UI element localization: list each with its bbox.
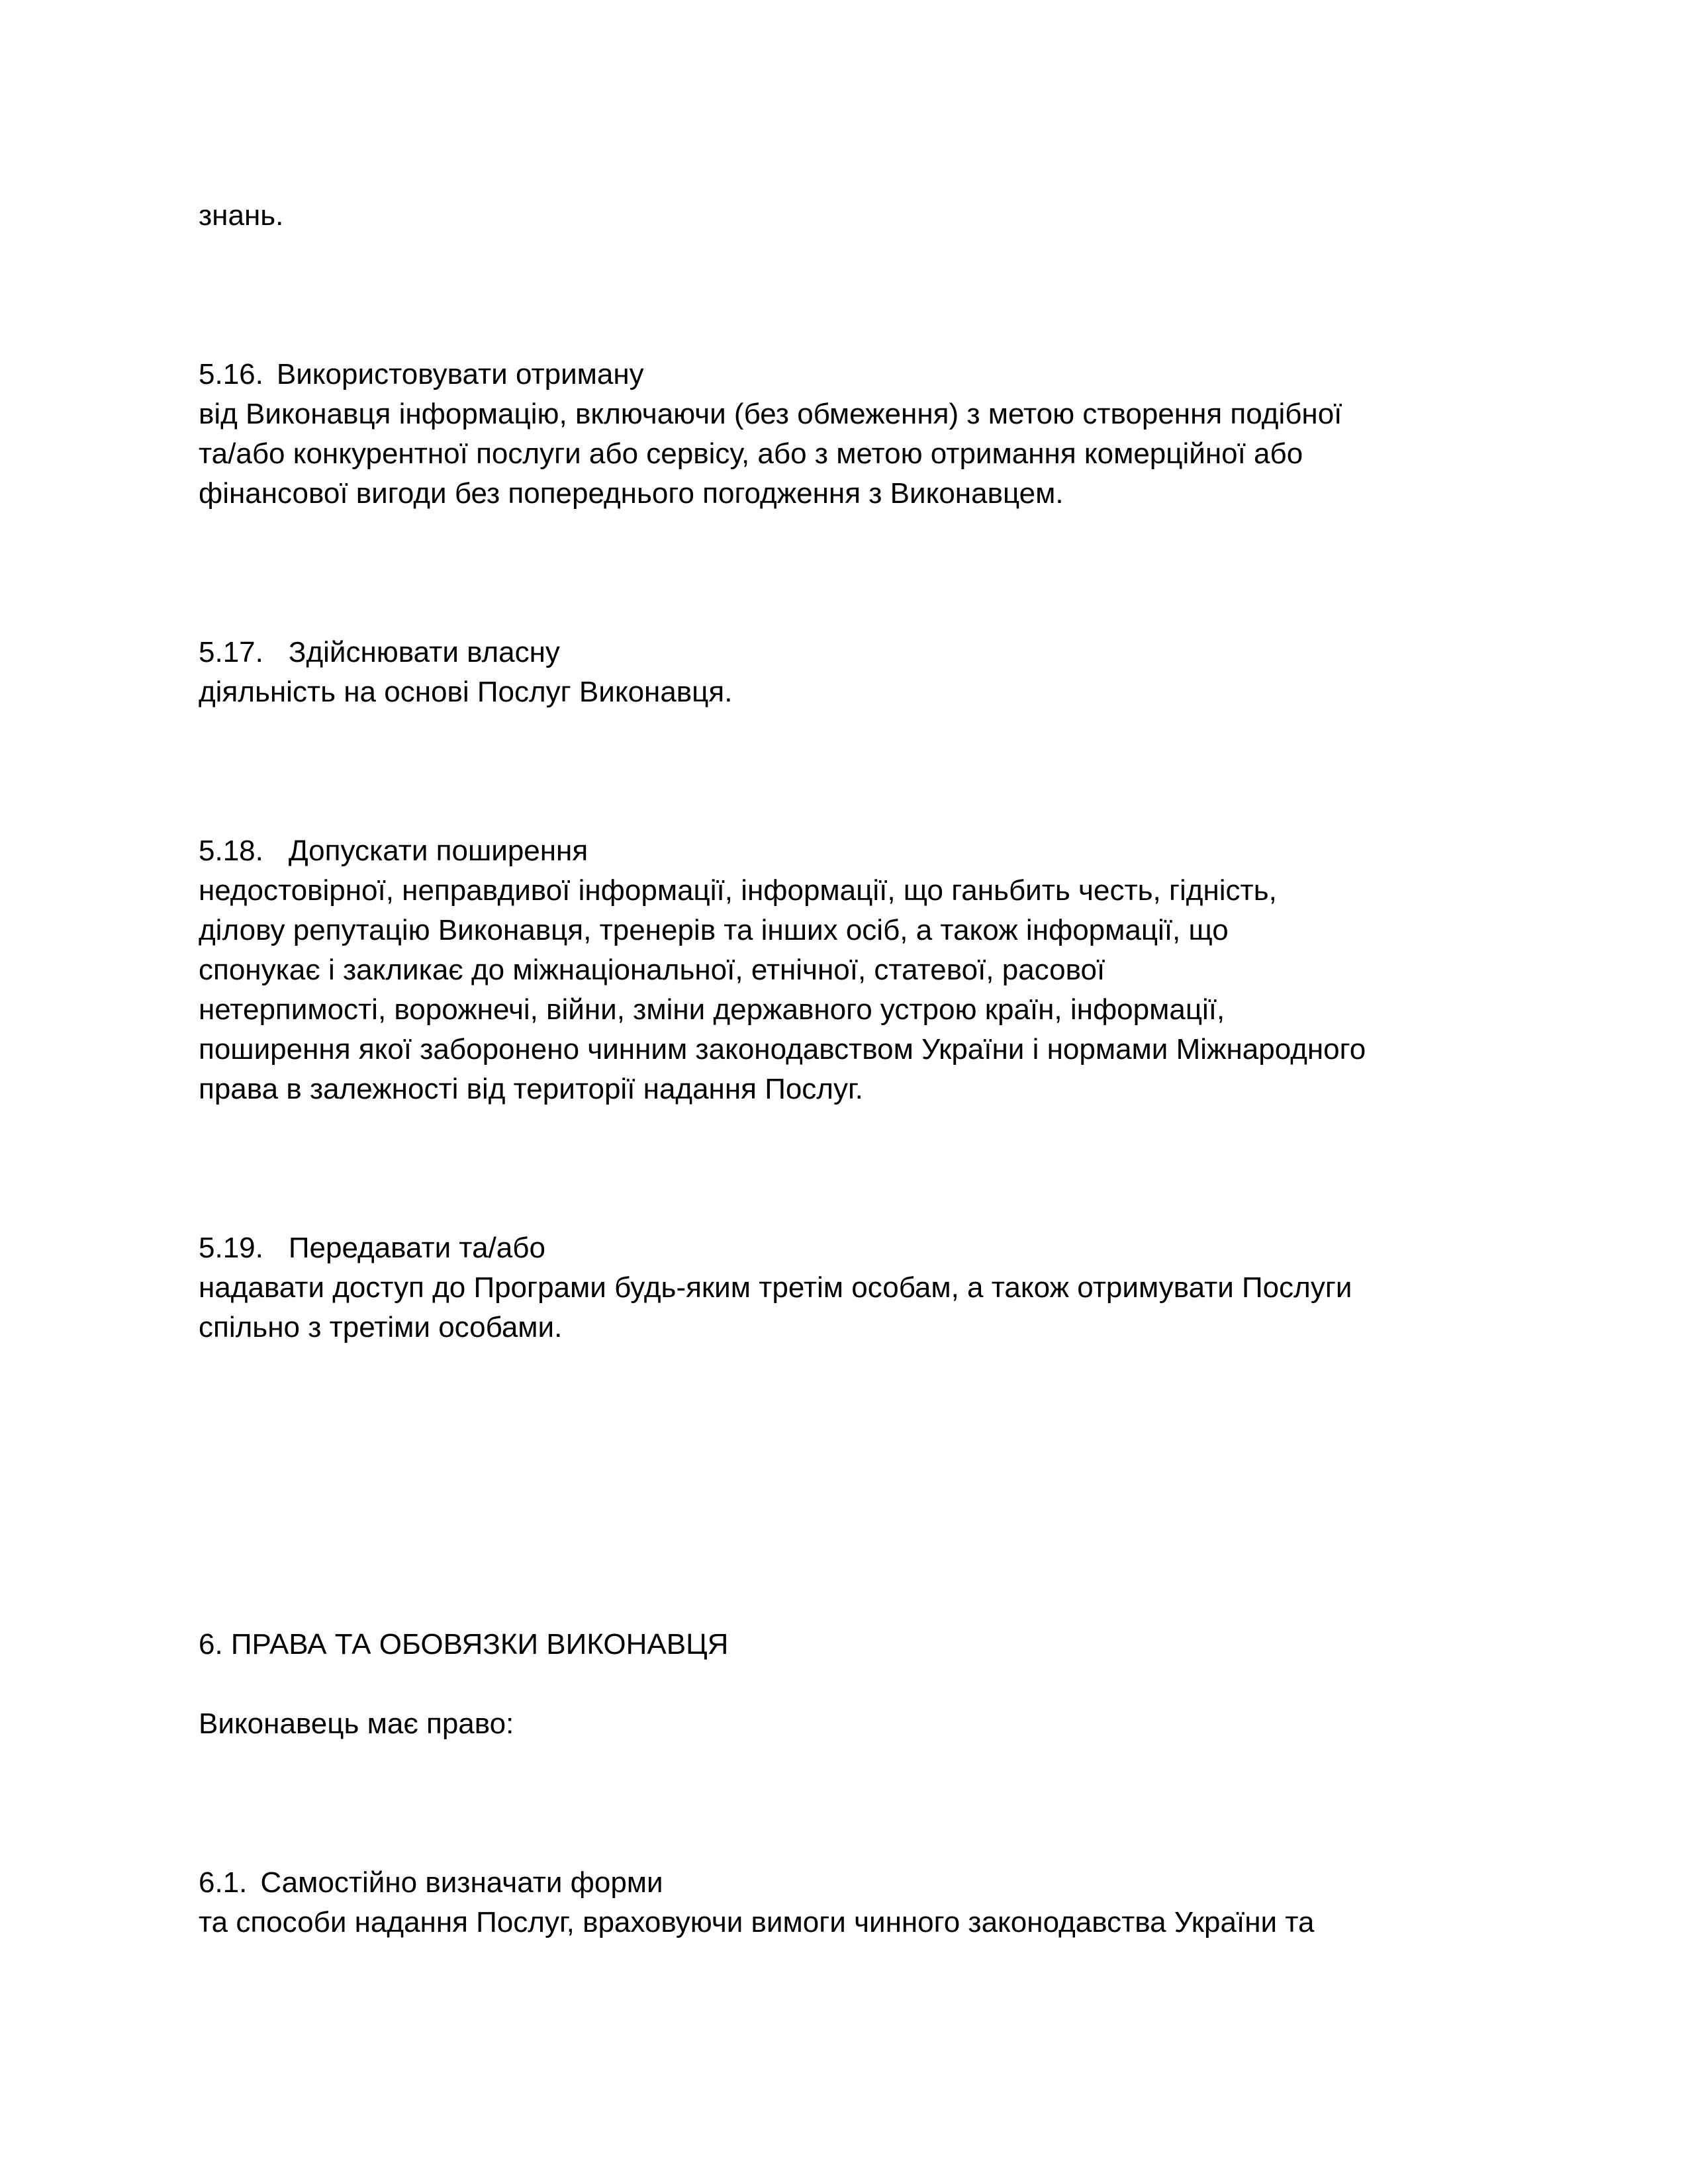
- clause-5-19-line-2: надавати доступ до Програми будь-яким третім особам, а також отримувати Послуги: [199, 1271, 1352, 1304]
- clause-6-1-line-1: Самостійно визначати форми: [260, 1866, 663, 1899]
- clause-5-19-first-line: [199, 1228, 545, 1268]
- clause-5-17-number: 5.17.: [199, 636, 263, 668]
- clause-5-19-line-3: спільно з третіми особами.: [199, 1311, 563, 1343]
- clause-5-16-line-1: Використовувати отриману: [276, 358, 644, 390]
- clause-5-17-line-2: діяльність на основі Послуг Виконавця.: [199, 676, 733, 708]
- clause-5-19-line-1: Передавати та/або: [288, 1232, 545, 1264]
- clause-6-1-line-2: та способи надання Послуг, враховуючи вимоги чинного законодавства України та: [199, 1906, 1315, 1938]
- clause-5-16-line-3: та/або конкурентної послуги або сервісу, або з метою отримання комерційної або: [199, 437, 1303, 470]
- clause-6-1-number: 6.1.: [199, 1866, 248, 1899]
- clause-5-18-line-7: права в залежності від території надання Послуг.: [199, 1073, 863, 1105]
- clause-5-18-line-4: спонукає і закликає до міжнаціональної, етнічної, статевої, расової: [199, 954, 1105, 986]
- clause-5-16-line-2: від Виконавця інформацію, включаючи (без обмеження) з метою створення подібної: [199, 398, 1342, 430]
- clause-5-16-number: 5.16.: [199, 358, 263, 390]
- clause-5-16-line-4: фінансової вигоди без попереднього погодження з Виконавцем.: [199, 477, 1064, 510]
- clause-5-18-line-2: недостовірної, неправдивої інформації, інформації, що ганьбить честь, гідність,: [199, 874, 1277, 907]
- clause-6-1-first-line: [199, 1863, 663, 1903]
- clause-5-18-line-3: ділову репутацію Виконавця, тренерів та інших осіб, а також інформації, що: [199, 914, 1229, 946]
- clause-5-18-line-1: Допускати поширення: [288, 835, 588, 867]
- clause-5-19-number: 5.19.: [199, 1232, 263, 1264]
- section-6-intro: Виконавець має право:: [199, 1707, 514, 1740]
- clause-5-18-line-5: нетерпимості, ворожнечі, війни, зміни державного устрою країн, інформації,: [199, 993, 1225, 1026]
- section-6-heading: 6. ПРАВА ТА ОБОВЯЗКИ ВИКОНАВЦЯ: [199, 1628, 729, 1661]
- clause-5-17-line-1: Здійснювати власну: [288, 636, 560, 668]
- clause-5-18-first-line: [199, 831, 588, 871]
- clause-5-18-number: 5.18.: [199, 835, 263, 867]
- continuation-text: знань.: [199, 199, 284, 232]
- clause-5-16-first-line: [199, 355, 644, 394]
- clause-5-17-first-line: [199, 633, 560, 672]
- clause-5-18-line-6: поширення якої заборонено чинним законодавством України і нормами Міжнародного: [199, 1033, 1366, 1066]
